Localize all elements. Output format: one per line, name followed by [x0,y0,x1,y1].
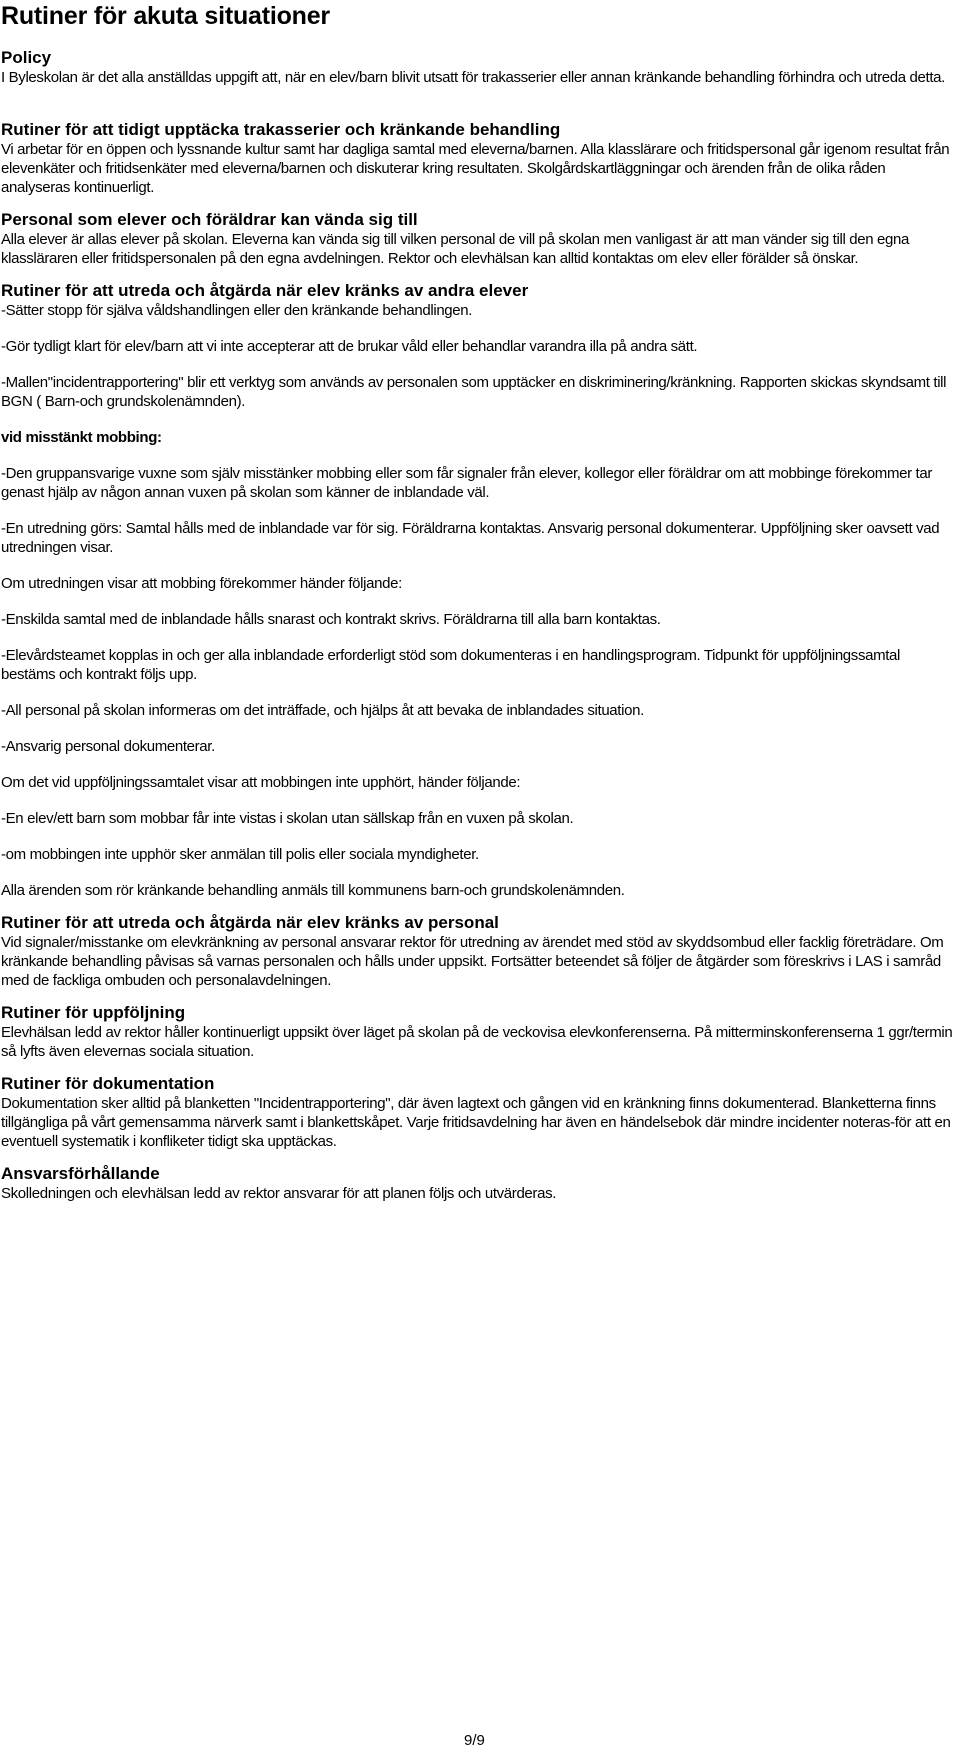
heading-student-routines: Rutiner för att utreda och åtgärda när elev kränks av andra elever [1,281,529,300]
heading-policy: Policy [1,48,52,67]
heading-staff-routines: Rutiner för att utreda och åtgärda när elev kränks av personal [1,913,499,932]
paragraph-group-responsible: -Den gruppansvarige vuxne som själv misstänker mobbing eller som får signaler från elever, kollegor eller föräldrar om att mobbinge förekommer tar genast hjälp av någon annan vuxen på skolan som känner de inblandade väl. [1,465,932,501]
heading-early-detection: Rutiner för att tidigt upptäcka trakasserier och kränkande behandling [1,120,561,139]
paragraph-early-detection: Vi arbetar för en öppen och lyssnande kultur samt har dagliga samtal med eleverna/barnen. Alla klasslärare och fritidspersonal går igenom resultat från elevenkäter och fritidsenkäter med eleverna/barnen och diskuterar kring resultaten. Skolgårdskartläggningar och ärenden från de olika råden analyseras kontinuerligt. [1,141,950,196]
page-title: Rutiner för akuta situationer [1,2,330,30]
paragraph-followup: Elevhälsan ledd av rektor håller kontinuerligt uppsikt över läget på skolan på de veckovisa elevkonferenserna. På mitterminskonferenserna 1 ggr/termin så lyfts även elevernas sociala situation. [1,1024,953,1060]
paragraph-policy: I Byleskolan är det alla anställdas uppgift att, när en elev/barn blivit utsatt för trakasserier eller annan kränkande behandling förhindra och utreda detta. [1,69,945,86]
paragraph-if-not-stopped: Om det vid uppföljningssamtalet visar att mobbingen inte upphört, händer följande: [1,774,521,791]
paragraph-student-care-team: -Elevårdsteamet kopplas in och ger alla inblandade erforderligt stöd som dokumenteras i en handlingsprogram. Tidpunkt för uppföljningssamtal bestäms och kontrakt följs upp. [1,647,901,683]
paragraph-individual-talks: -Enskilda samtal med de inblandade hålls snarast och kontrakt skrivs. Föräldrarna till alla barn kontaktas. [1,611,661,628]
paragraph-make-clear: -Gör tydligt klart för elev/barn att vi inte accepterar att de brukar våld eller behandlar varandra illa på andra sätt. [1,338,698,355]
paragraph-escort-required: -En elev/ett barn som mobbar får inte vistas i skolan utan sällskap från en vuxen på skolan. [1,810,574,827]
paragraph-all-cases-reported: Alla ärenden som rör kränkande behandling anmäls till kommunens barn-och grundskolenämnden. [1,882,625,899]
paragraph-responsible-documents: -Ansvarig personal dokumenterar. [1,738,215,755]
page-number: 9/9 [464,1732,485,1749]
paragraph-responsibility: Skolledningen och elevhälsan ledd av rektor ansvarar för att planen följs och utvärderas. [1,1185,557,1202]
heading-staff-to-turn-to: Personal som elever och föräldrar kan vända sig till [1,210,418,229]
paragraph-stop-action: -Sätter stopp för själva våldshandlingen eller den kränkande behandlingen. [1,302,473,319]
paragraph-all-staff-informed: -All personal på skolan informeras om det inträffade, och hjälps åt att bevaka de inblandades situation. [1,702,644,719]
paragraph-investigation: -En utredning görs: Samtal hålls med de inblandade var för sig. Föräldrarna kontaktas. Ansvarig personal dokumenterar. Uppföljning sker oavsett vad utredningen visar. [1,520,940,556]
paragraph-police-report: -om mobbingen inte upphör sker anmälan till polis eller sociala myndigheter. [1,846,479,863]
heading-responsibility: Ansvarsförhållande [1,1164,160,1183]
paragraph-incident-template: -Mallen"incidentrapportering" blir ett verktyg som används av personalen som upptäcker en diskriminering/kränkning. Rapporten skickas skyndsamt till BGN ( Barn-och grundskolenämnden). [1,374,947,410]
paragraph-documentation: Dokumentation sker alltid på blanketten "Incidentrapportering", där även lagtext och gången vid en kränkning finns dokumenterad. Blanketterna finns tillgängliga på vårt gemensamma närverk samt i blankettskåpet. Varje fritidsavdelning har även en händelsebok där mindre incidenter noteras-för att en eventuell systematik i konfliketer tidigt ska upptäckas. [1,1095,951,1150]
paragraph-staff-to-turn-to: Alla elever är allas elever på skolan. Eleverna kan vända sig till vilken personal de vill på skolan men vanligast är att man vänder sig till den egna klassläraren eller fritidspersonalen på den egna avdelningen. Rektor och elevhälsan kan alltid kontaktas om elev eller förälder så önskar. [1,231,910,267]
paragraph-staff-routines: Vid signaler/misstanke om elevkränkning av personal ansvarar rektor för utredning av ärendet med stöd av skyddsombud eller facklig företrädare. Om kränkande behandling påvisas så varnas personalen och hålls under uppsikt. Fortsätter beteendet så följer de åtgärder som föreskrivs i LAS i samråd med de fackliga ombuden och personalavdelningen. [1,934,944,989]
label-suspected-bullying: vid misstänkt mobbing: [1,429,162,446]
heading-followup: Rutiner för uppföljning [1,1003,186,1022]
paragraph-if-bullying: Om utredningen visar att mobbing förekommer händer följande: [1,575,402,592]
heading-documentation: Rutiner för dokumentation [1,1074,215,1093]
